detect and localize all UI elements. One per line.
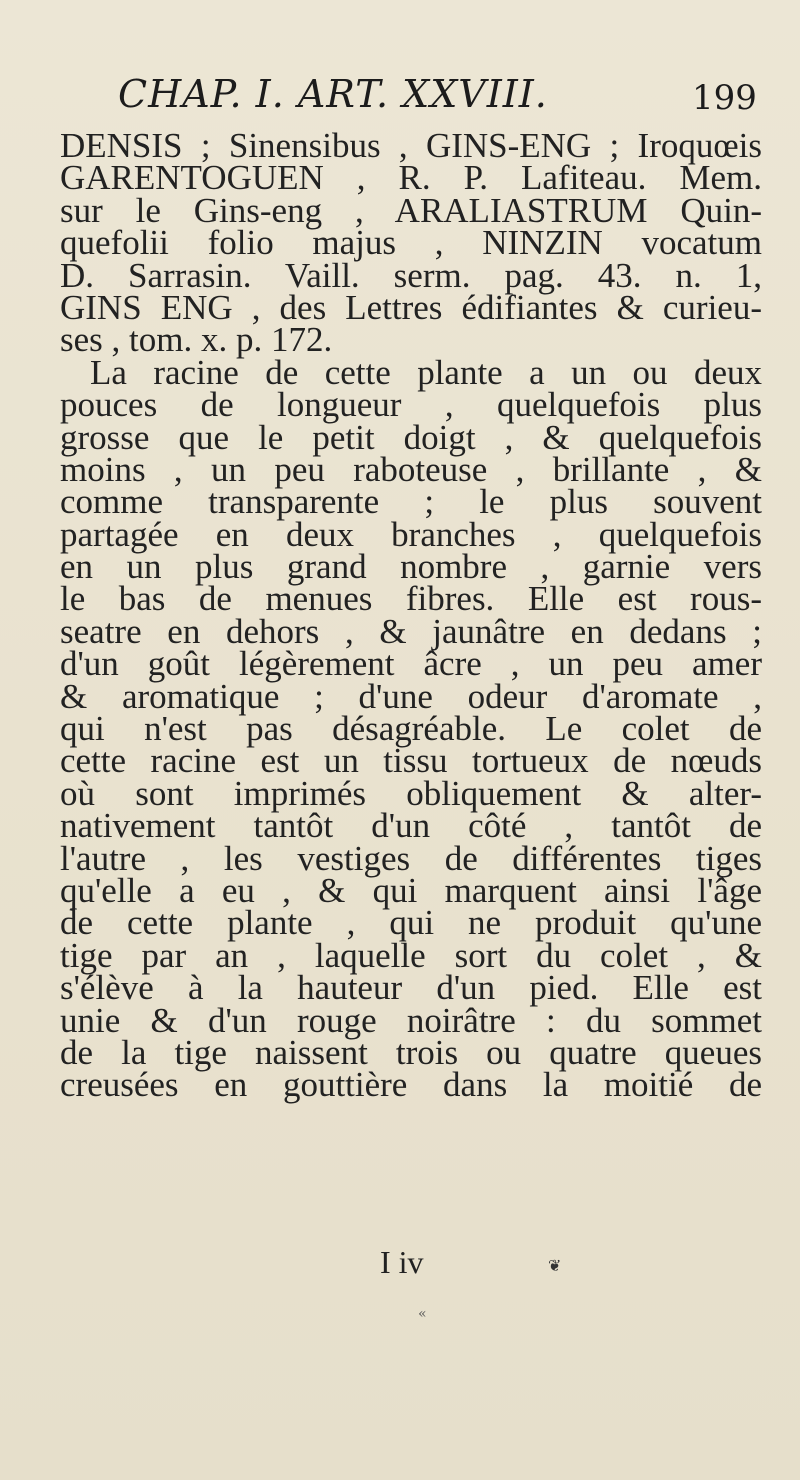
text-line: DENSIS ; Sinensibus , GINS-ENG ; Iroquœis [60,126,762,165]
running-title: CHAP. I. ART. XXVIII. [118,72,548,116]
text-line: seatre en dehors , & jaunâtre en dedans ; [60,611,762,651]
text-line: grosse que le petit doigt , & quelquefois [60,417,762,457]
text-line: GARENTOGUEN , R. P. Lafiteau. Mem. [60,158,762,198]
text-line: en un plus grand nombre , garnie vers [60,547,762,587]
text-line: nativement tantôt d'un côté , tantôt de [60,806,762,846]
text-line: pouces de longueur , quelquefois plus [60,385,762,425]
text-line: & aromatique ; d'une odeur d'aromate , [60,676,762,716]
text-line: quefolii folio majus , NINZIN vocatum [60,223,762,263]
text-line: ses , tom. x. p. 172. [60,320,333,360]
text-line: l'autre , les vestiges de différentes tiges [60,838,762,878]
text-line: où sont imprimés obliquement & alter- [60,773,762,813]
text-line: d'un goût légèrement âcre , un peu amer [60,644,762,684]
text-line: qui n'est pas désagréable. Le colet de [60,709,762,749]
signature-mark: I iv [380,1244,424,1280]
text-line: cette racine est un tissu tortueux de nœuds [60,741,762,781]
text-line: partagée en deux branches , quelquefois [60,514,762,554]
text-line: La racine de cette plante a un ou deux [90,352,762,392]
text-line: unie & d'un rouge noirâtre : du sommet [60,1000,762,1040]
text-line: de la tige naissent trois ou quatre queues [60,1032,762,1072]
text-line: comme transparente ; le plus souvent [60,482,762,522]
text-line: le bas de menues fibres. Elle est rous- [60,579,762,619]
text-line: moins , un peu raboteuse , brillante , & [60,449,762,489]
text-body [60,126,762,1105]
text-line: D. Sarrasin. Vaill. serm. pag. 43. n. 1, [60,255,762,295]
page-number: 199 [692,78,757,118]
stray-mark: « [418,1306,427,1322]
text-line: creusées en gouttière dans la moitié de [60,1065,762,1105]
text-line: tige par an , laquelle sort du colet , & [60,935,762,975]
text-line: GINS ENG , des Lettres édifiantes & curieu- [60,287,762,327]
text-line: s'élève à la hauteur d'un pied. Elle est [60,968,762,1008]
text-line: de cette plante , qui ne produit qu'une [60,903,762,943]
text-line: qu'elle a eu , & qui marquent ainsi l'âge [60,870,762,910]
text-line: sur le Gins-eng , ARALIASTRUM Quin- [60,190,762,230]
printer-ornament: ❦ [548,1256,562,1275]
